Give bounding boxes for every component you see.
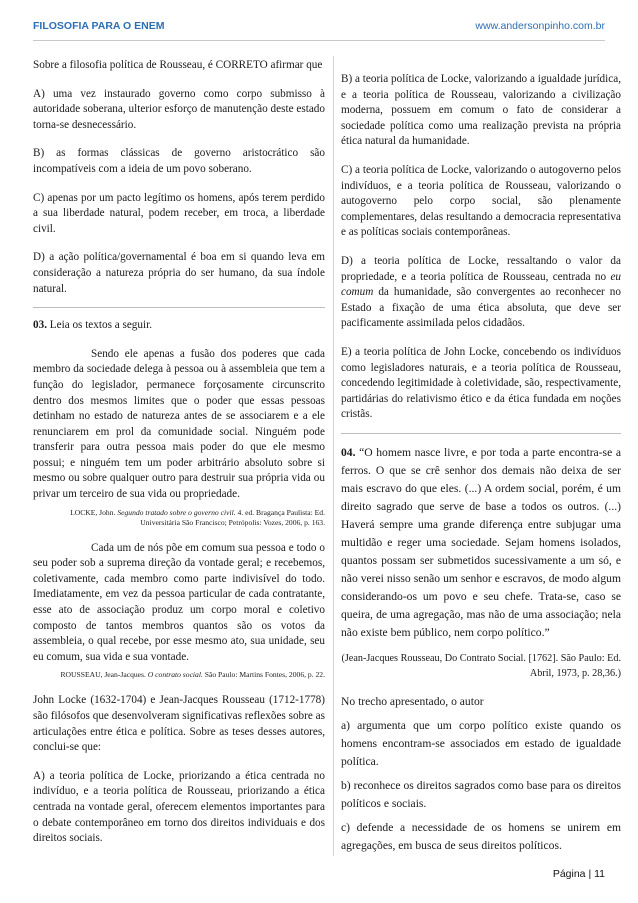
option-text: da humanidade, são convergentes ao reconhecer no Estado a fixação de uma ética absoluta, que deve ser pacificamente assimilada pelos cidadãos. <box>341 286 621 330</box>
q2-option-b: B) as formas clássicas de governo aristocrático são incompatíveis com a ideia de um povo soberano. <box>33 147 325 175</box>
q4-quote-text: “O homem nasce livre, e por toda a parte encontra-se a ferros. O que se crê senhor dos demais não deixa de ser mais escravo do que eles. (...) A ordem social, porém, é um direito sagrado que serve de base a todos os outros. (...) Haverá sempre uma grande diferença entre subjugar uma multidão e reger uma sociedade. Sejam homens isolados, quantos possam ser submetidos sucessivamente a um só, e não verei nisso senão um senhor e escravos, de modo algum considerando-os um povo e seu chefe. Trata-se, caso se queira, de uma agregação, mas não de uma associação; nela não existe bem público, nem corpo político.” <box>341 445 621 639</box>
q3-stem: John Locke (1632-1704) e Jean-Jacques Rousseau (1712-1778) são filósofos que desenvolveram significativas reflexões sobre as articulações entre ética e política. Sobre as teses desses autores, conclui-se que: <box>33 694 325 754</box>
q3-option-b: B) a teoria política de Locke, valorizando a igualdade jurídica, e a teoria política de Rousseau, valorizando a civilização moderna, possuem em comum o fato de considerar a sociedade política como uma realização prevista na própria ética natural da humanidade. <box>341 73 621 148</box>
right-column <box>341 72 621 868</box>
q4-number: 04. <box>341 445 356 459</box>
q3-option-a: A) a teoria política de Locke, priorizando a ética centrada no indivíduo, e a teoria política de Rousseau, priorizando a ética centrada na vontade geral, oferecem elementos importantes para o debate contemporâneo em torno dos direitos individuais e dos direitos sociais. <box>33 769 325 845</box>
q3-option-d <box>341 254 621 332</box>
question-separator <box>33 307 325 308</box>
header-website: www.andersonpinho.com.br <box>475 20 605 32</box>
option-text: D) a teoria política de Locke, ressaltando o valor da propriedade, e a teoria política de Rousseau, centrada no <box>341 254 621 283</box>
q3-heading <box>33 318 325 334</box>
q3-option-c: C) a teoria política de Locke, valorizando o autogoverno pelos indivíduos, e a teoria política de Rousseau, valorizando o autogoverno pelo corpo social, são plenamente complementares, delas resultando a democracia representativa e as políticas sociais contemporâneas. <box>341 163 621 239</box>
citation-work: Segundo tratado sobre o governo civil. <box>117 507 236 517</box>
option-emphasis: eu comum <box>341 270 621 299</box>
page-header <box>33 20 605 38</box>
citation-work: O contrato social. <box>147 670 203 680</box>
q3-citation-rousseau <box>33 670 325 680</box>
q3-text-locke: Sendo ele apenas a fusão dos poderes que cada membro da sociedade delega à pessoa ou à assembleia que tem a função do legislador, permanece forçosamente circunscrito dentro dos mesmos limites que o poder que essas pessoas detinham no estado de natureza antes de se associarem e a ele renunciarem em prol da comunidade social. Ninguém pode transferir para outra pessoa mais poder do que ele mesmo possui; e ninguém tem um poder arbitrário absoluto sobre si mesmo ou sobre qualquer outro para destruir sua própria vida ou privar um terceiro de sua vida ou propriedade. <box>33 347 325 501</box>
q2-option-a: A) uma vez instaurado governo como corpo submisso à autoridade soberana, ulterior esforço de manutenção deste estado torna-se desnecessário. <box>33 87 325 131</box>
q4-option-a: a) argumenta que um corpo político existe quando os homens encontram-se associados em estado de igualdade política. <box>341 718 621 768</box>
q4-stem: No trecho apresentado, o autor <box>341 694 484 708</box>
q3-number: 03. <box>33 319 47 332</box>
citation-details: 4. ed. Bragança Paulista: Ed. Universitária São Francisco; Petrópolis: Vozes, 2006, p. 163. <box>140 507 325 527</box>
page-number: Página | 11 <box>552 868 605 880</box>
column-divider <box>333 56 334 856</box>
q2-intro: Sobre a filosofia política de Rousseau, é CORRETO afirmar que <box>33 59 323 71</box>
question-separator <box>341 433 621 434</box>
q4-quote <box>341 444 621 642</box>
q3-citation-locke <box>33 508 325 528</box>
citation-author: ROUSSEAU, Jean-Jacques. <box>60 670 148 680</box>
citation-details: São Paulo: Martins Fontes, 2006, p. 22. <box>202 670 325 680</box>
header-title: FILOSOFIA PARA O ENEM <box>33 20 165 32</box>
q3-intro: Leia os textos a seguir. <box>46 319 152 332</box>
header-divider <box>33 40 605 41</box>
q2-option-c: C) apenas por um pacto legítimo os homens, após terem perdido a sua liberdade natural, podem receber, em troca, a liberdade civil. <box>33 191 325 235</box>
q4-option-b: b) reconhece os direitos sagrados como base para os direitos políticos e sociais. <box>341 778 621 810</box>
q2-option-d: D) a ação política/governamental é boa em si quando leva em consideração a natureza própria do ser humano, da sua índole natural. <box>33 251 325 295</box>
left-column <box>33 58 325 860</box>
q4-source: (Jean-Jacques Rousseau, Do Contrato Social. [1762]. São Paulo: Ed. Abril, 1973, p. 28,36.) <box>341 652 621 679</box>
q3-option-e: E) a teoria política de John Locke, concebendo os indivíduos como legisladores naturais, e a teoria política de Rousseau, concedendo legitimidade à coletividade, são, respectivamente, partidárias do relativismo ético e da ética fundada em noções cristãs. <box>341 345 621 421</box>
citation-author: LOCKE, John. <box>70 507 118 517</box>
q4-option-c: c) defende a necessidade de os homens se unirem em agregações, em busca de seus direitos políticos. <box>341 820 621 852</box>
q3-text-rousseau: Cada um de nós põe em comum sua pessoa e todo o seu poder sob a suprema direção da vontade geral; e recebemos, coletivamente, cada membro como parte indivisível do todo. Imediatamente, em vez da pessoa particular de cada contratante, esse ato de associação produz um corpo moral e coletivo composto de tantos membros quantos são os votos da assembleia, o qual recebe, por esse mesmo ato, sua unidade, seu eu comum, sua vida e sua vontade. <box>33 541 325 663</box>
